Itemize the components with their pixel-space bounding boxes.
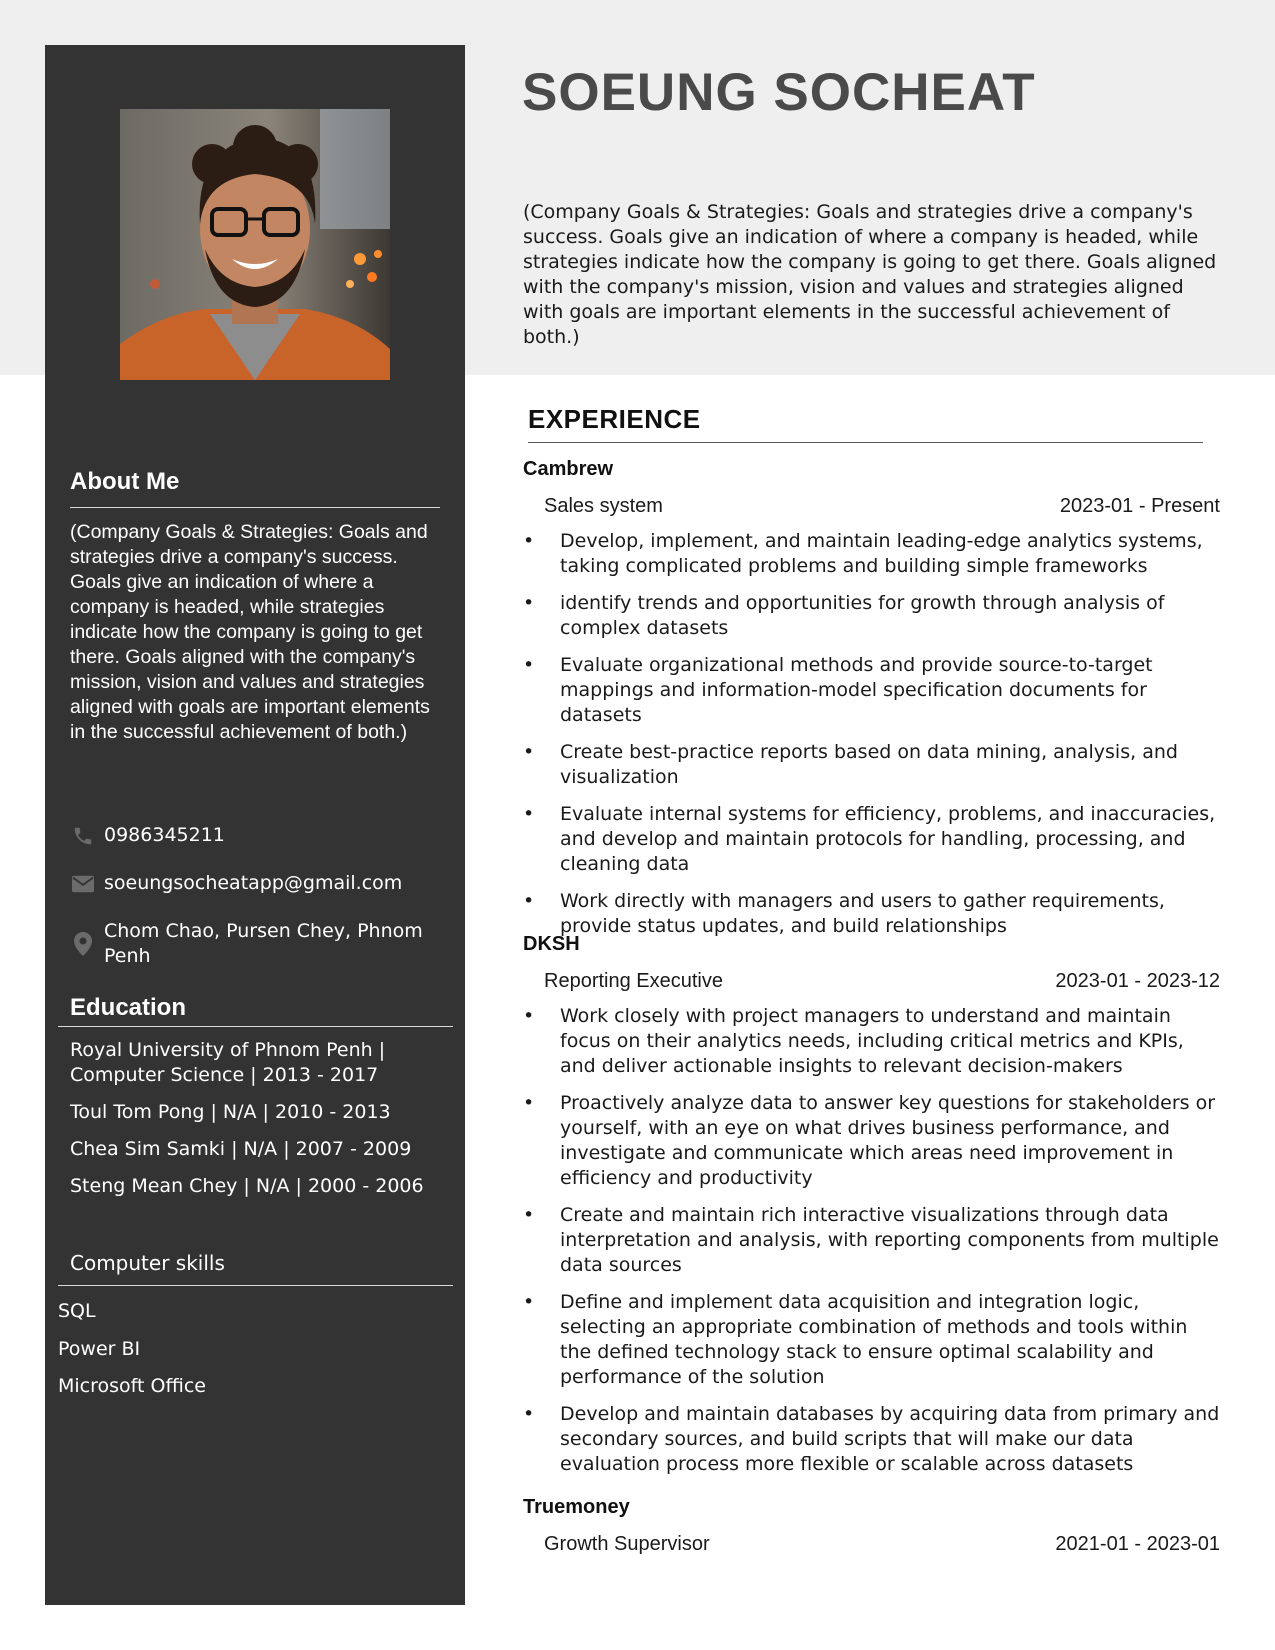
job-entry <box>523 457 1223 951</box>
phone-number: 0986345211 <box>104 824 225 846</box>
contact-email <box>70 871 424 896</box>
role-row <box>544 1532 1220 1557</box>
company-name: DKSH <box>523 933 580 955</box>
job-bullet: • Evaluate internal systems for efficiency, problems, and inaccuracies, and develop and maintain protocols for handling, processing, and cleaning data <box>523 802 1223 877</box>
candidate-name: SOEUNG SOCHEAT <box>522 63 1036 122</box>
about-divider <box>70 507 440 508</box>
experience-divider <box>528 442 1203 443</box>
job-entry <box>523 1495 1223 1557</box>
job-bullets <box>523 1004 1223 1477</box>
email-address[interactable]: soeungsocheatapp@gmail.com <box>104 872 403 894</box>
job-bullet: • Work closely with project managers to understand and maintain focus on their analytics needs, including critical metrics and KPIs, and deliver actionable insights to relevant decision-makers <box>523 1004 1223 1079</box>
mail-icon <box>70 871 96 896</box>
job-dates: 2021-01 - 2023-01 <box>1055 1533 1220 1555</box>
education-list <box>70 1038 440 1211</box>
education-item: Toul Tom Pong | N/A | 2010 - 2013 <box>70 1101 391 1123</box>
job-bullet: • Work directly with managers and users to gather requirements, provide status updates, and build relationships <box>523 889 1223 939</box>
skills-heading: Computer skills <box>70 1251 225 1275</box>
contact-phone <box>70 823 424 848</box>
role-row <box>544 969 1220 994</box>
education-item: Chea Sim Samki | N/A | 2007 - 2009 <box>70 1138 412 1160</box>
education-heading: Education <box>70 994 187 1021</box>
job-bullet: • Create and maintain rich interactive visualizations through data interpretation and analysis, with reporting components from multiple data sources <box>523 1203 1223 1278</box>
job-bullets <box>523 529 1223 939</box>
job-dates: 2023-01 - 2023-12 <box>1055 970 1220 992</box>
contact-address <box>70 919 424 969</box>
skills-list <box>58 1299 206 1412</box>
skills-divider <box>58 1285 453 1286</box>
about-text: (Company Goals & Strategies: Goals and strategies drive a company's success. Goals give an indication of where a company is headed, while strategies indicate how the company is going to get there. Goals aligned with the company's mission, vision and values and strategies aligned with goals are important elements in the successful achievement of both.) <box>70 521 430 743</box>
company-name: Cambrew <box>523 458 614 480</box>
role-row <box>544 494 1220 519</box>
job-role: Growth Supervisor <box>544 1533 710 1555</box>
job-bullet: • identify trends and opportunities for growth through analysis of complex datasets <box>523 591 1223 641</box>
address: Chom Chao, Pursen Chey, Phnom Penh <box>104 920 423 967</box>
location-pin-icon <box>70 931 96 956</box>
job-entry <box>523 932 1223 1489</box>
education-item: Royal University of Phnom Penh | Computer Science | 2013 - 2017 <box>70 1039 386 1086</box>
job-bullet: • Evaluate organizational methods and provide source-to-target mappings and information-model specification documents for datasets <box>523 653 1223 728</box>
job-bullet: • Create best-practice reports based on data mining, analysis, and visualization <box>523 740 1223 790</box>
education-divider <box>58 1026 453 1027</box>
profile-photo <box>120 109 390 380</box>
job-bullet: • Develop, implement, and maintain leading-edge analytics systems, taking complicated problems and building simple frameworks <box>523 529 1223 579</box>
job-bullet: • Define and implement data acquisition and integration logic, selecting an appropriate combination of methods and tools within the defined technology stack to ensure optimal scalability and performance of the solution <box>523 1290 1223 1390</box>
job-dates: 2023-01 - Present <box>1059 495 1220 517</box>
about-heading: About Me <box>70 468 180 495</box>
phone-icon <box>70 823 96 848</box>
experience-heading: EXPERIENCE <box>528 404 701 434</box>
education-item: Steng Mean Chey | N/A | 2000 - 2006 <box>70 1175 424 1197</box>
summary-text: (Company Goals & Strategies: Goals and strategies drive a company's success. Goals give an indication of where a company is headed, while strategies indicate how the company is going to get there. Goals aligned with the company's mission, vision and values and strategies aligned with goals are important elements in the successful achievement of both.) <box>523 201 1217 348</box>
job-bullet: • Proactively analyze data to answer key questions for stakeholders or yourself, with an eye on what drives business performance, and investigate and communicate which areas need improvement in efficiency and productivity <box>523 1091 1223 1191</box>
skill-item: Power BI <box>58 1337 141 1360</box>
job-bullet: • Develop and maintain databases by acquiring data from primary and secondary sources, and build scripts that will make our data evaluation process more flexible or scalable across datasets <box>523 1402 1223 1477</box>
job-role: Sales system <box>544 495 663 517</box>
job-role: Reporting Executive <box>544 970 723 992</box>
company-name: Truemoney <box>523 1496 630 1518</box>
skill-item: Microsoft Office <box>58 1375 206 1397</box>
skill-item: SQL <box>58 1300 96 1322</box>
